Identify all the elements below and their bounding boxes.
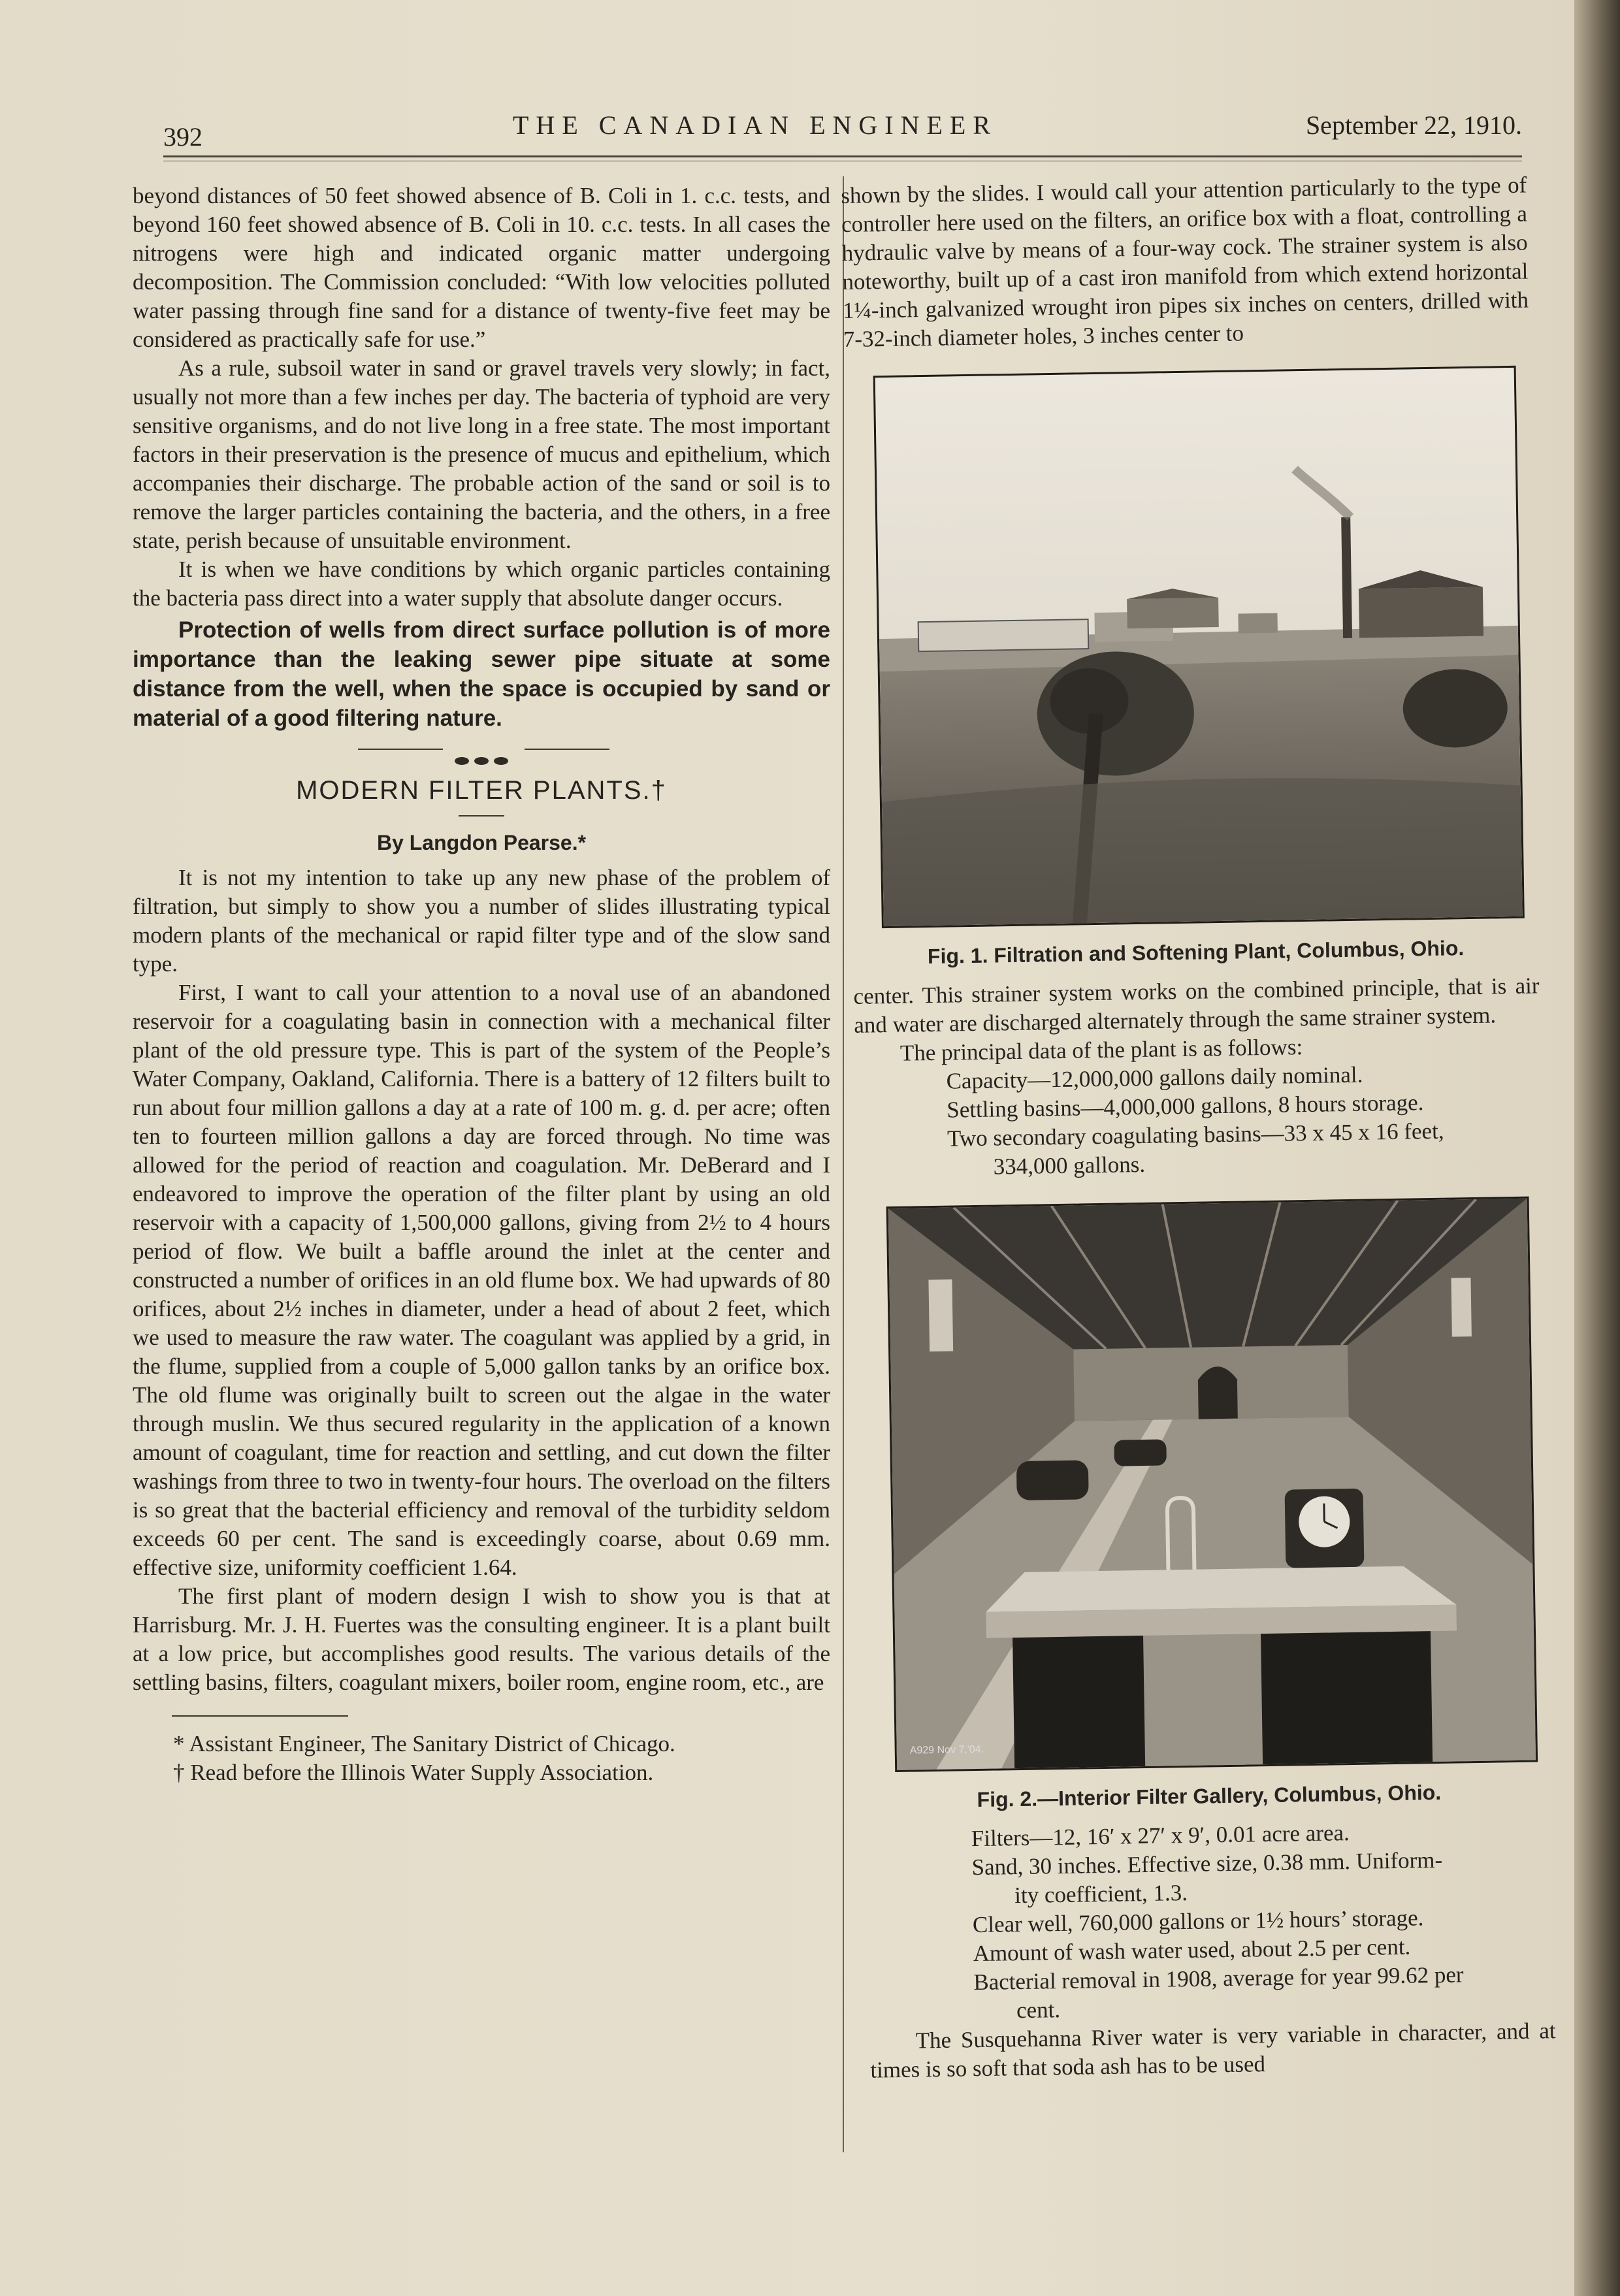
paragraph: The Susquehanna River water is very variable in character, and at times is so soft that soda ash has to be used <box>870 2018 1556 2083</box>
running-header <box>163 110 1522 152</box>
data-item: Amount of wash water used, about 2.5 per cent. <box>973 1933 1411 1967</box>
filter-data-list <box>867 1815 1556 2027</box>
paragraph: The first plant of modern design I wish to show you is that at Harrisburg. Mr. J. H. Fuertes was the consulting engineer. It is a plant built at a low price, but accomplishes good results. The various details of the settling basins, filters, coagulant mixers, boiler room, engine room, etc., are <box>133 1583 830 1695</box>
data-item: Bacterial removal in 1908, average for year 99.62 per <box>973 1962 1464 1996</box>
footnote-rule <box>172 1715 348 1717</box>
figure-1-photo <box>873 366 1525 928</box>
issue-date: September 22, 1910. <box>1305 110 1522 140</box>
figure-2-photo <box>886 1197 1538 1772</box>
article-byline: By Langdon Pearse.* <box>376 831 587 854</box>
paragraph: shown by the slides. I would call your attention particularly to the type of controller here used on the filters, an orifice box with a float, controlling a hydraulic valve by means of a four-way cock. The strainer system is also noteworthy, built up of a cast iron manifold from which extend horizontal 1¼-inch galvanized wrought iron pipes six inches on centers, drilled with 7-32-inch diameter holes, 3 inches center to <box>841 172 1529 352</box>
data-item: Capacity—12,000,000 gallons daily nominal. <box>946 1061 1363 1094</box>
data-item-continuation: cent. <box>1016 1997 1061 2024</box>
footnote: * Assistant Engineer, The Sanitary District of Chicago. <box>173 1731 675 1756</box>
data-item: Settling basins—4,000,000 gallons, 8 hours storage. <box>947 1090 1424 1123</box>
header-rule <box>163 155 1522 157</box>
paragraph: It is when we have conditions by which organic particles containing the bacteria pass direct into a water supply that absolute danger occurs. <box>133 557 830 611</box>
paragraph: It is not my intention to take up any new phase of the problem of filtration, but simply to show you a number of slides illustrating typical modern plants of the mechanical or rapid filter type and of the slow sand type. <box>133 865 830 977</box>
article-title: MODERN FILTER PLANTS.† <box>296 776 667 805</box>
data-item: Clear well, 760,000 gallons or 1½ hours’ storage. <box>972 1905 1424 1938</box>
plant-data-list <box>854 1058 1542 1183</box>
title-rule <box>459 815 504 817</box>
paragraph: beyond distances of 50 feet showed absence of B. Coli in 1. c.c. tests, and beyond 160 feet showed absence of B. Coli in 10. c.c. tests. In all cases the nitrogens were high and indicated organic matter undergoing decomposition. The Commission concluded: “With low velocities polluted water passing through fine sand for a distance of twenty-five feet may be considered as practically safe for use.” <box>133 183 830 352</box>
data-item: Sand, 30 inches. Effective size, 0.38 mm. Uniform- <box>971 1847 1443 1881</box>
right-column <box>841 171 1557 2085</box>
footnotes <box>133 1730 830 1787</box>
section-ornament <box>133 745 830 754</box>
data-item: Filters—12, 16′ x 27′ x 9′, 0.01 acre area. <box>971 1820 1350 1852</box>
book-spine-shadow <box>1574 0 1620 2296</box>
figure-1-caption: Fig. 1. Filtration and Softening Plant, Columbus, Ohio. <box>927 936 1465 969</box>
journal-title: THE CANADIAN ENGINEER <box>513 110 998 140</box>
paragraph: First, I want to call your attention to a noval use of an abandoned reservoir for a coagulating basin in connection with a mechanical filter plant of the old pressure type. This is part of the system of the People’s Water Company, Oakland, California. There is a battery of 12 filters built to run about four million gallons a day at a rate of 100 m. g. d. per acre; often ten to fourteen million gallons a day are forced through. No time was allowed for the period of reaction and coagulation. Mr. DeBerard and I endeavored to improve the operation of the filter plant by using an old reservoir with a capacity of 1,500,000 gallons, giving from 2½ to 4 hours period of flow. We built a baffle around the inlet at the center and constructed a number of orifices in an old flume box. We had upwards of 80 orifices, about 2½ inches in diameter, under a head of about 2 feet, which we used to measure the raw water. The coagulant was applied by a grid, in the flume, supplied from a couple of 5,000 gallon tanks by an orifice box. The old flume was originally built to screen out the algae in the water through muslin. We thus secured regularity in the application of a known amount of coagulant, time for reaction and settling, and cut down the filter washings from three to two in twenty-four hours. The overload on the filters is so great that the bacterial efficiency and removal of the turbidity seldom exceeds 60 per cent. The sand is exceedingly coarse, about 0.69 mm. effective size, uniformity coefficient 1.64. <box>133 980 830 1580</box>
filter-gallery-image <box>888 1199 1536 1770</box>
paragraph: As a rule, subsoil water in sand or gravel travels very slowly; in fact, usually not more than a few inches per day. The bacteria of typhoid are very sensitive organisms, and do not live long in a free state. The most important factors in their preservation is the presence of mucus and epithelium, which accompanies their discharge. The probable action of the sand or soil is to remove the larger particles containing the bacteria, and the others, in a free state, perish because of unsuitable environment. <box>133 355 830 553</box>
plant-exterior-image <box>875 368 1523 926</box>
data-item-continuation: ity coefficient, 1.3. <box>1014 1879 1188 1909</box>
footnote: † Read before the Illinois Water Supply Association. <box>173 1760 654 1785</box>
page-number: 392 <box>163 122 202 152</box>
data-item-continuation: 334,000 gallons. <box>993 1151 1146 1180</box>
paragraph: center. This strainer system works on the combined principle, that is air and water are discharged alternately through the same strainer system. <box>853 973 1540 1038</box>
data-item: Two secondary coagulating basins—33 x 45 x 16 feet, <box>947 1118 1444 1152</box>
plate-mark: A929 Nov 7,'04. <box>909 1743 984 1756</box>
paragraph: The principal data of the plant is as follows: <box>899 1034 1303 1066</box>
bold-paragraph: Protection of wells from direct surface pollution is of more importance than the leaking sewer pipe situate at some distance from the well, when the space is occupied by sand or material of a good filtering nature. <box>133 617 830 731</box>
figure-2-caption: Fig. 2.—Interior Filter Gallery, Columbus, Ohio. <box>977 1780 1442 1812</box>
left-column <box>133 182 830 1787</box>
column-rule <box>843 176 844 2152</box>
